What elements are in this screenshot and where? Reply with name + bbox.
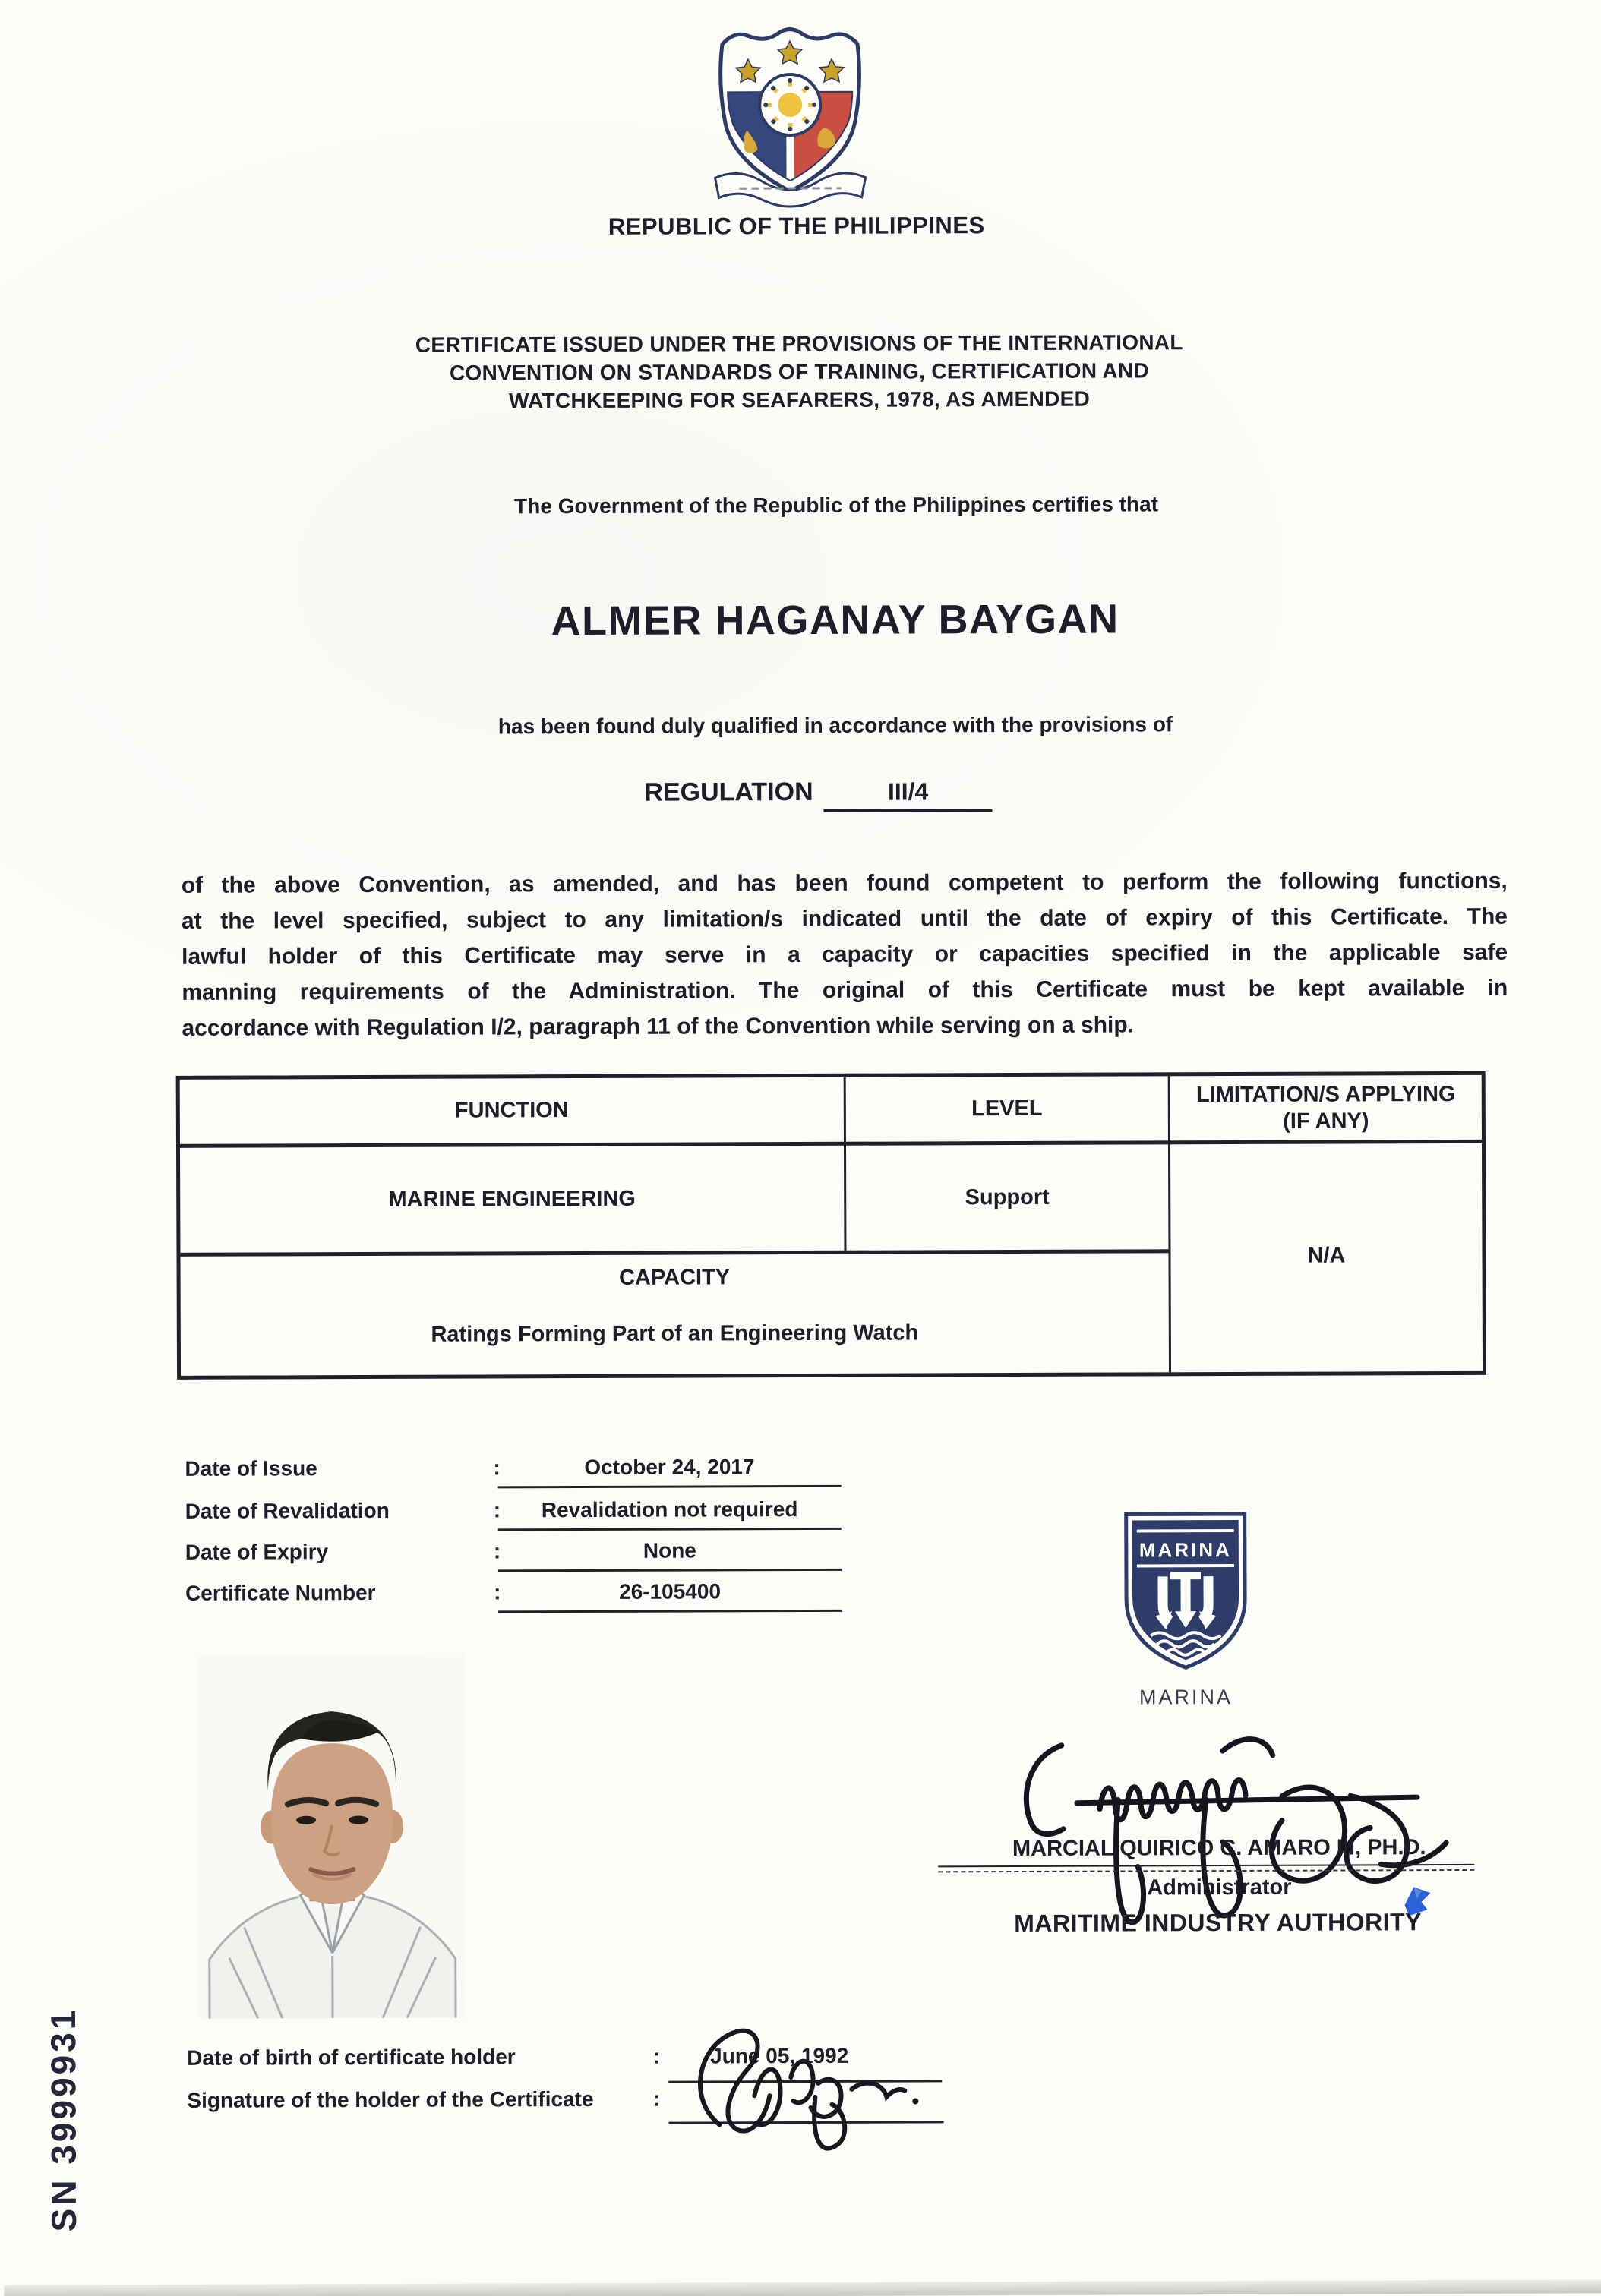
table-cell-function-value: MARINE ENGINEERING [388, 1186, 636, 1212]
table-cell-limitation-value: N/A [1307, 1243, 1346, 1268]
marina-caption: MARINA [1138, 1686, 1233, 1709]
dob-colon: : [653, 2044, 661, 2068]
holder-signature-label: Signature of the holder of the Certificate [187, 2086, 594, 2112]
svg-text:MARINA: MARINA [1138, 1538, 1232, 1562]
scan-edge [4, 2279, 1601, 2296]
holder-photo [197, 1654, 466, 2019]
detail-value: 26-105400 [498, 1579, 842, 1613]
detail-colon: : [493, 1539, 501, 1563]
table-header-limitation: LIMITATION/S APPLYING (IF ANY) [1195, 1081, 1456, 1134]
detail-value: None [498, 1538, 842, 1572]
certificate-title [301, 328, 1297, 416]
detail-label: Date of Revalidation [185, 1498, 390, 1523]
holder-signature-colon: : [653, 2086, 661, 2111]
detail-colon: : [493, 1498, 501, 1522]
regulation-label: REGULATION [644, 777, 813, 807]
country-title: REPUBLIC OF THE PHILIPPINES [608, 212, 985, 240]
detail-label: Certificate Number [185, 1580, 376, 1605]
detail-label: Date of Expiry [185, 1540, 329, 1564]
table-cell-level-value: Support [965, 1184, 1050, 1210]
signatory-title: Administrator [1147, 1875, 1292, 1900]
body-line: lawful holder of this Certificate may serve in a capacity or capacities specified in the applicable safe [182, 939, 1508, 970]
certifies-line: The Government of the Republic of the Philippines certifies that [514, 492, 1159, 519]
table-cell-capacity-label: CAPACITY [618, 1264, 731, 1290]
signatory-organization: MARITIME INDUSTRY AUTHORITY [1014, 1908, 1423, 1938]
qualified-line: has been found duly qualified in accordance with the provisions of [497, 712, 1173, 739]
dob-value: June 05, 1992 [710, 2043, 849, 2068]
dob-label: Date of birth of certificate holder [187, 2045, 516, 2070]
functions-table [176, 1071, 1486, 1380]
table-header-level: LEVEL [971, 1096, 1043, 1121]
detail-label: Date of Issue [185, 1456, 317, 1481]
regulation-value: III/4 [824, 777, 993, 812]
detail-row [2, 1494, 1601, 1534]
regulation-line [644, 777, 992, 813]
body-line: manning requirements of the Administration. The original of this Certificate must be kept available in [182, 975, 1508, 1005]
detail-row [1, 1452, 1601, 1492]
table-cell-capacity-value: Ratings Forming Part of an Engineering Watch [431, 1320, 919, 1347]
certificate-title-line: CERTIFICATE ISSUED UNDER THE PROVISIONS OF THE INTERNATIONAL [415, 330, 1183, 357]
detail-row [2, 1535, 1601, 1575]
detail-value: Revalidation not required [498, 1497, 842, 1531]
holder-signature [675, 2004, 934, 2156]
philippine-coat-of-arms-icon [709, 20, 872, 212]
certificate-title-line: CONVENTION ON STANDARDS OF TRAINING, CERTIFICATION AND [449, 358, 1149, 385]
body-line: of the above Convention, as amended, and has been found competent to perform the following functions, [181, 868, 1508, 898]
table-header-function: FUNCTION [454, 1098, 569, 1123]
marina-logo-icon [1120, 1509, 1252, 1673]
detail-colon: : [493, 1456, 501, 1480]
body-paragraph [182, 863, 1508, 1046]
signatory-name: MARCIAL QUIRICO C. AMARO III, PH.D. [1012, 1835, 1426, 1862]
detail-value: October 24, 2017 [497, 1455, 841, 1489]
serial-number: SN 3999931 [43, 2007, 84, 2232]
body-line: accordance with Regulation I/2, paragraph 11 of the Convention while serving on a ship. [182, 1012, 1135, 1041]
body-line: at the level specified, subject to any limitation/s indicated until the date of expiry of this Certificate. The [181, 904, 1508, 934]
detail-row [2, 1576, 1601, 1616]
holder-name: ALMER HAGANAY BAYGAN [551, 596, 1119, 645]
certificate-title-line: WATCHKEEPING FOR SEAFARERS, 1978, AS AMENDED [508, 386, 1091, 413]
detail-colon: : [493, 1580, 501, 1604]
